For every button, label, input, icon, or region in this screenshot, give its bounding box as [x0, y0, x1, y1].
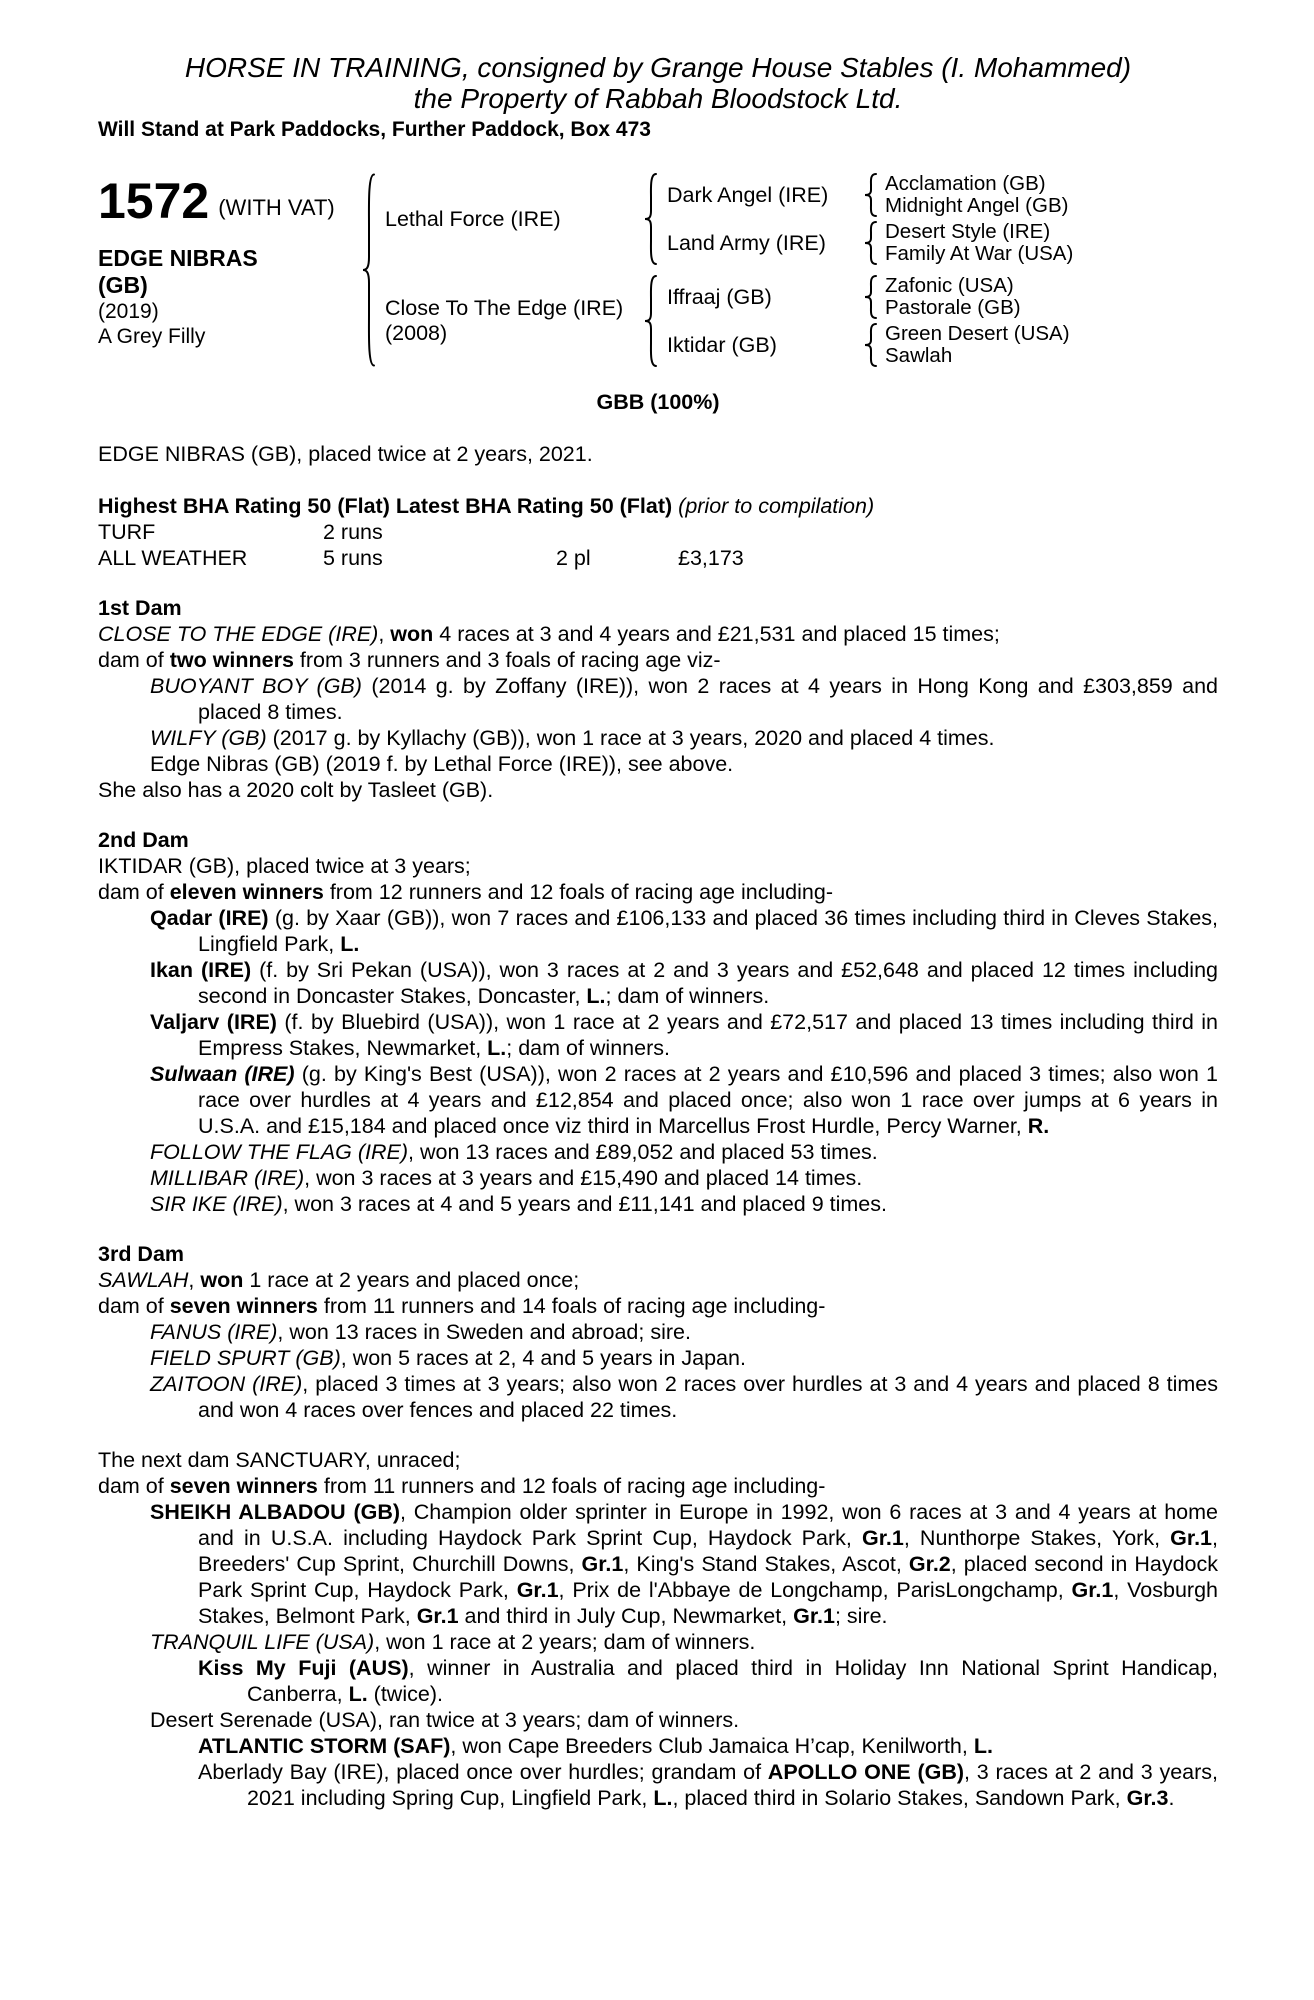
pedigree-generation-1 [376, 173, 1073, 367]
stats-earnings [678, 519, 1218, 545]
horse-name-block [98, 245, 360, 349]
granddam-group [658, 221, 1073, 265]
lot-pedigree-block [98, 173, 1218, 367]
pedigree-brace-icon [360, 173, 376, 367]
vat-note: (WITH VAT) [218, 195, 335, 220]
pedigree-cell: Green Desert (USA) [885, 322, 1070, 345]
catalogue-paragraph: Desert Serenade (USA), ran twice at 3 years; dam of winners. [150, 1708, 740, 1732]
catalogue-paragraph: SHEIKH ALBADOU (GB), Champion older sprinter in Europe in 1992, won 6 races at 3 and 4 years at home and in U.S.A. including Haydock Park Sprint Cup, Haydock Park, Gr.1, Nunthorpe Stakes, York, Gr.1, Breeders' Cup Sprint, Churchill Downs, Gr.1, King's Stand Stakes, Ascot, Gr.2, placed second in Haydock Park Sprint Cup, Haydock Park, Gr.1, Prix de l'Abbaye de Longchamp, ParisLongchamp, Gr.1, Vosburgh Stakes, Belmont Park, Gr.1 and third in July Cup, Newmarket, Gr.1; sire. [150, 1500, 1219, 1628]
pedigree-cell: Desert Style (IRE) [885, 220, 1051, 243]
catalogue-paragraph: Edge Nibras (GB) (2019 f. by Lethal Force (IRE)), see above. [150, 752, 734, 776]
sire-parents [658, 173, 1073, 265]
pedigree-brace-icon [862, 221, 878, 265]
stats-placed: 2 pl [556, 546, 591, 570]
catalogue-paragraph: dam of two winners from 3 runners and 3 foals of racing age viz- [98, 648, 721, 672]
catalogue-paragraph: She also has a 2020 colt by Tasleet (GB). [98, 778, 494, 802]
pedigree-section [98, 1447, 1218, 1811]
catalogue-paragraph: Sulwaan (IRE) (g. by King's Best (USA)), won 2 races at 2 years and £10,596 and placed 3 times; also won 1 race over hurdles at 4 years and £12,854 and placed once; also won 1 race over jumps at 6 years in U.S.A. and £15,184 and placed once viz third in Marcellus Frost Hurdle, Percy Warner, R. [150, 1062, 1218, 1138]
horse-colour-sex: A Grey Filly [98, 325, 206, 348]
catalogue-paragraph: TRANQUIL LIFE (USA), won 1 race at 2 years; dam of winners. [150, 1630, 756, 1654]
catalogue-paragraph: FIELD SPURT (GB), won 5 races at 2, 4 and 5 years in Japan. [150, 1346, 746, 1370]
stats-surface: TURF [98, 520, 156, 544]
catalogue-paragraph: ATLANTIC STORM (SAF), won Cape Breeders Club Jamaica H’cap, Kenilworth, L. [198, 1734, 993, 1758]
section-heading: 1st Dam [98, 596, 182, 620]
catalogue-paragraph: ZAITOON (IRE), placed 3 times at 3 years; also won 2 races over hurdles at 3 and 4 years and placed 8 times and won 4 races over fences and placed 22 times. [150, 1372, 1218, 1422]
catalogue-paragraph: Valjarv (IRE) (f. by Bluebird (USA)), won 1 race at 2 years and £72,517 and placed 13 times including third in Empress Stakes, Newmarket, L.; dam of winners. [150, 1010, 1218, 1060]
catalogue-paragraph: Kiss My Fuji (AUS), winner in Australia and placed third in Holiday Inn National Sprint Handicap, Canberra, L. (twice). [198, 1656, 1218, 1706]
catalogue-paragraph: dam of eleven winners from 12 runners and 12 foals of racing age including- [98, 880, 833, 904]
stats-runs: 5 runs [323, 546, 383, 570]
bha-rating-heading [98, 493, 1218, 519]
dam-year: (2008) [385, 321, 448, 345]
pedigree-section [98, 1241, 1218, 1423]
pedigree-dam-branch [376, 275, 1073, 367]
section-heading: 3rd Dam [98, 1242, 185, 1266]
catalogue-paragraph: dam of seven winners from 11 runners and 12 foals of racing age including- [98, 1474, 826, 1498]
stats-surface: ALL WEATHER [98, 546, 248, 570]
bha-rating-note: (prior to compilation) [678, 494, 875, 518]
page-header [98, 52, 1218, 114]
race-record: EDGE NIBRAS (GB), placed twice at 2 years, 2021. [98, 442, 593, 466]
produce-record [98, 595, 1218, 1811]
lot-info [98, 173, 360, 349]
pedigree-cell: Sawlah [885, 344, 953, 367]
race-stats-table [98, 519, 1218, 571]
catalogue-paragraph: WILFY (GB) (2017 g. by Kyllachy (GB)), won 1 race at 3 years, 2020 and placed 4 times. [150, 726, 995, 750]
stats-placed [556, 519, 678, 545]
sire-name: Lethal Force (IRE) [385, 206, 561, 231]
catalogue-paragraph: SIR IKE (IRE), won 3 races at 4 and 5 years and £11,141 and placed 9 times. [150, 1192, 887, 1216]
granddam-name: Iktidar (GB) [667, 333, 777, 357]
pedigree-cell: Midnight Angel (GB) [885, 194, 1069, 217]
stats-runs: 2 runs [323, 520, 383, 544]
grandsire-group [658, 173, 1073, 217]
dam-name [376, 296, 642, 346]
great-grandparents [878, 323, 1070, 367]
catalogue-paragraph: Qadar (IRE) (g. by Xaar (GB)), won 7 races and £106,133 and placed 36 times including third in Cleves Stakes, Lingfield Park, L. [150, 906, 1218, 956]
dam-name-text: Close To The Edge (IRE) [385, 296, 624, 320]
catalogue-paragraph: FOLLOW THE FLAG (IRE), won 13 races and £89,052 and placed 53 times. [150, 1140, 878, 1164]
pedigree-cell: Acclamation (GB) [885, 172, 1046, 195]
pedigree-section [98, 827, 1218, 1217]
dam-parents [658, 275, 1070, 367]
catalogue-paragraph: SAWLAH, won 1 race at 2 years and placed once; [98, 1268, 580, 1292]
lot-number-line [98, 173, 360, 229]
grandsire-group [658, 275, 1070, 319]
horse-name: EDGE NIBRAS [98, 245, 258, 271]
pedigree-brace-icon [642, 173, 658, 265]
catalogue-paragraph: dam of seven winners from 11 runners and 14 foals of racing age including- [98, 1294, 826, 1318]
pedigree-brace-icon [862, 275, 878, 319]
horse-year: (2019) [98, 300, 159, 323]
bha-rating-values: Highest BHA Rating 50 (Flat) Latest BHA Rating 50 (Flat) [98, 494, 673, 518]
bha-ratings-block [98, 493, 1218, 571]
pedigree-brace-icon [642, 275, 658, 367]
pedigree-cell: Family At War (USA) [885, 242, 1074, 265]
great-grandparents [878, 221, 1073, 265]
catalogue-paragraph: The next dam SANCTUARY, unraced; [98, 1448, 461, 1472]
catalogue-paragraph: CLOSE TO THE EDGE (IRE), won 4 races at 3 and 4 years and £21,531 and placed 15 times; [98, 622, 1000, 646]
great-grandparents [878, 173, 1068, 217]
property-line: the Property of Rabbah Bloodstock Ltd. [413, 83, 903, 114]
consignor-line: HORSE IN TRAINING, consigned by Grange House Stables (I. Mohammed) [184, 52, 1132, 83]
pedigree-cell: Zafonic (USA) [885, 274, 1014, 297]
catalogue-paragraph: IKTIDAR (GB), placed twice at 3 years; [98, 854, 471, 878]
gbb-badge: GBB (100%) [596, 390, 720, 414]
pedigree-brace-icon [862, 323, 878, 367]
horse-country-suffix: (GB) [98, 272, 148, 298]
section-heading: 2nd Dam [98, 828, 189, 852]
stats-earnings: £3,173 [678, 546, 744, 570]
pedigree-section [98, 595, 1218, 803]
pedigree-brace-icon [862, 173, 878, 217]
grandsire-name: Dark Angel (IRE) [667, 183, 829, 207]
catalogue-paragraph: BUOYANT BOY (GB) (2014 g. by Zoffany (IRE)), won 2 races at 4 years in Hong Kong and £303,859 and placed 8 times. [150, 674, 1219, 724]
pedigree-sire-branch [376, 173, 1073, 265]
granddam-group [658, 323, 1070, 367]
stand-location-line: Will Stand at Park Paddocks, Further Paddock, Box 473 [98, 118, 651, 141]
granddam-name: Land Army (IRE) [667, 231, 826, 255]
catalogue-paragraph: FANUS (IRE), won 13 races in Sweden and abroad; sire. [150, 1320, 691, 1344]
grandsire-name: Iffraaj (GB) [667, 285, 772, 309]
catalogue-paragraph: MILLIBAR (IRE), won 3 races at 3 years and £15,490 and placed 14 times. [150, 1166, 863, 1190]
pedigree-cell: Pastorale (GB) [885, 296, 1021, 319]
lot-number: 1572 [98, 173, 210, 229]
great-grandparents [878, 275, 1021, 319]
catalogue-paragraph: Aberlady Bay (IRE), placed once over hurdles; grandam of APOLLO ONE (GB), 3 races at 2 and 3 years, 2021 including Spring Cup, Lingfield Park, L., placed third in Solario Stakes, Sandown Park, Gr.3. [198, 1760, 1218, 1810]
catalogue-paragraph: Ikan (IRE) (f. by Sri Pekan (USA)), won 3 races at 2 and 3 years and £52,648 and placed 12 times including second in Doncaster Stakes, Doncaster, L.; dam of winners. [150, 958, 1218, 1008]
pedigree-tree [360, 173, 1218, 367]
